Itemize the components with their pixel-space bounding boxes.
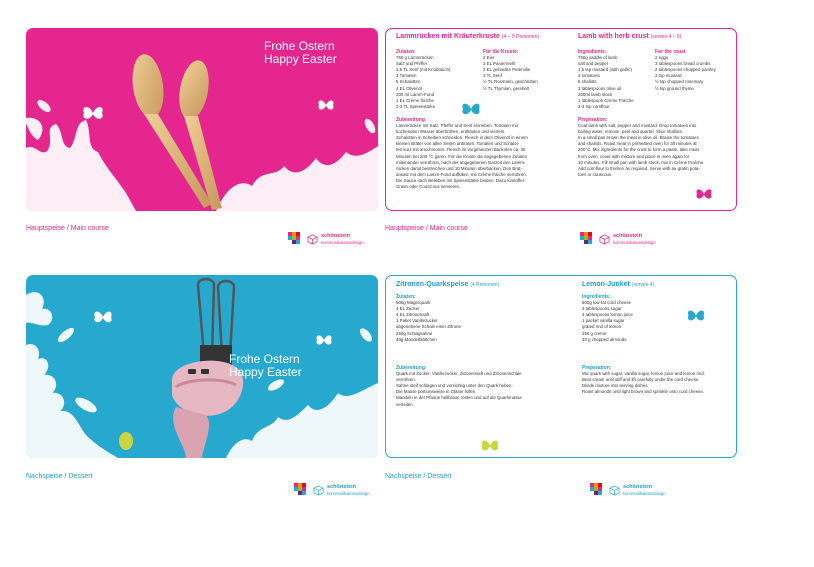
ingredient-line: 1 EL Crème fraîche [396,97,434,103]
method-line: verteilen. [396,401,414,407]
company-logo [590,481,690,503]
butterfly-icon [686,308,706,323]
ingredient-line: 3 Tomaten [396,73,417,79]
logo-name: schönstein [327,484,357,490]
ingredients-en: Ingredients: 750g saddle of lamb salt and pepper 1,5 tsp mustard (with garlic) 3 tomatoes 5 shallots 3 tablespoons olive oil 200ml lamb stock 1 tablespoon Crème Fraîche 2-3 tsp cornflour [578,49,634,109]
ingredient-line: 3 EL Paniermehl [483,61,516,67]
ingredient-line: ½ tsp chopped rosemary [655,79,704,85]
logo-mosaic-icon [580,232,596,246]
ingredient-line: 3 tablespoons sugar [582,306,622,312]
method-line: Mix quark with sugar, vanilla sugar, lemon juice and lemon rind. [582,371,705,377]
butterfly-icon [460,101,482,117]
ingredient-line: 4 EL Zitronensaft [396,312,430,318]
method-line: Die Sauce nach Belieben mit Speisestärke binden. Dazu Kartoffel- [396,177,526,183]
method-line: 200°C. Mix ingredients for the crust to form a paste, take meat [578,147,699,153]
method-de: Zubereitung Lammrücken mit Salz, Pfeffer und Senf einreiben. Tomaten mit kochendem Wasser überbrühen, enthäuten und vierteln. Schalotten in Scheiben schneiden. Fleisch in dem Olivenöl in einem kleinen Bräter von allen Seiten anbraten. Tomaten und Schalot- ten kurz mit anschmoren. Fleisch im vorgeheizten Backofen ca. 30 Minuten bei 200 °C garen. Für die Kruste die angegebenen Zutaten miteinander verrühren, nach der angegebenen Garzeit den Lamm- rücken damit bestreichen und 10 Minuten überbacken. Den Brat- ansatz mit dem Lamm-Fond auffüllen, mit Crème fraîche verrühren. Die Sauce nach Belieben mit Speisestärke binden. Dazu Kartoffel- Gratin oder CousCous servieren. [396,117,528,190]
easter-card-main-course-photo [26,28,378,211]
method-line: rücken damit bestreichen und 10 Minuten überbacken. Den Brat- [396,165,522,171]
method-line: Add cornflour to thicken as required. Serve with au gratin pota- [578,165,700,171]
method-en: Preperation: Coat lamb with salt, pepper and mustard. Drop tomatoes into boiling water, remove, peel and quarter. Slice shallots. In a small pan brown the meat in olive oil. Braise the tomatoes and shallots. Roast meat in preheated oven for 30 minutes at 200°C. Mix ingredients for the crust to form a paste, take meat from oven, cover with mixture and place in oven again for 10 minutes. Fill small pan with lamb stock, mix in Crème Fraîche. Add cornflour to thicken as required. Serve with au gratin pota- toes or couscous. [578,117,705,177]
ingredients-de: Zutaten: 500g Magerquark 4 EL Zucker 4 EL Zitronensaft 1 Paket Vanillezucker abgeriebene Schale einer Zitrone 250g Schlagsahne 40g Mandelblättchen [396,294,461,342]
recipe-title-de: Zitronen-Quarkspeise (4 Personen) [396,281,500,288]
company-logo [288,230,388,252]
ingredient-line: 2-3 tsp cornflour [578,103,610,109]
ingredient-line: 3 tomatoes [578,73,600,79]
ingredient-line: 40 g chopped almonds [582,336,627,342]
ingredient-line: 1,5 tsp mustard (with garlic) [578,67,632,73]
ingredient-line: 250 g creme [582,330,607,336]
caption-main-course-left: Hauptspeise / Main course [26,225,109,232]
method-line: Die Masse portionsweise in Gläser füllen. [396,389,477,395]
ingredient-line: 3 tablespoons lemon juice [582,312,633,318]
ingredient-line: 3 tablespoons olive oil [578,85,622,91]
method-line: and shallots. Roast meat in preheated oven for 30 minutes at [578,141,697,147]
ingredient-line: 500g low-fat curd cheese [582,300,632,306]
recipe-card-main-course [385,28,737,211]
logo-subtitle: kommunikationsdesign [623,491,666,496]
ingredient-line: 3 tablespoons bread crumbs [655,61,711,67]
company-logo [294,481,394,503]
method-line: toes or couscous. [578,171,613,177]
butterfly-icon [480,438,500,453]
method-line: In a small pan brown the meat in olive oil. Braise the tomatoes [578,135,699,141]
logo-name: schönstein [613,233,643,239]
caption-dessert-right: Nachspeise / Dessert [385,473,452,480]
ingredient-line: 3 tsp mustard [655,73,682,79]
logo-mosaic-icon [590,483,606,497]
ingredient-line: 200ml lamb stock [578,91,613,97]
ingredient-line: ½ TL Rosmarin, geschnitten [483,79,538,85]
ingredient-line: 750g saddle of lamb [578,55,618,61]
company-logo [580,230,680,252]
method-line: 10 minutes. Fill small pan with lamb stock, mix in Crème Fraîche. [578,159,705,165]
ingredient-line: 1 tablespoon Crème Fraîche [578,97,634,103]
ingredient-line: ½ TL Thymian, gerebelt [483,85,530,91]
crust-en: For the crust 2 eggs 3 tablespoons bread crumbs 2 tablespoons chopped parsley 3 tsp mustard ½ tsp chopped rosemary ½ tsp ground thyme [655,49,716,91]
ingredient-line: 40g Mandelblättchen [396,336,437,342]
method-de: Zubereitung: Quark mit Zucker, Vanillezucker, Zitronensaft und Zitronenschale verrühren. Sahne steif schlagen und vorsichtig unter den Quark heben. Die Masse portionsweise in Gläser füllen. Mandeln in der Pfanne hellbraun rösten und auf die Quarkmasse verteilen. [396,365,522,407]
logo-mosaic-icon [288,232,304,246]
method-line: kleinen Bräter von allen Seiten anbraten. Tomaten und Schalot- [396,141,520,147]
method-line: boiling water, remove, peel and quarter. Slice shallots. [578,129,683,135]
ingredient-line: 5 Schalotten [396,79,421,85]
caption-main-course-right: Hauptspeise / Main course [385,225,468,232]
ingredient-line: Salz und Pfeffer [396,61,428,67]
method-line: miteinander verrühren, nach der angegebenen Garzeit den Lamm- [396,159,526,165]
ingredient-line: 2 EL gehackte Petersilie [483,67,531,73]
ingredients-de: Zutaten: 750 g Lammrücken Salz und Pfeffer 1,5 TL Senf (mit Knoblauch) 3 Tomaten 5 Schalotten 4 EL Olivenöl 200 ml Lamm-Fond 1 EL Crème fraîche 2-3 TL Speisestärke [396,49,451,109]
ingredient-line: 500g Magerquark [396,300,431,306]
method-line: kochendem Wasser überbrühen, enthäuten und vierteln. [396,129,506,135]
ingredient-line: 1,5 TL Senf (mit Knoblauch) [396,67,451,73]
method-line: verrühren. [396,377,417,383]
ingredient-line: ½ tsp ground thyme [655,85,694,91]
caption-dessert-left: Nachspeise / Dessert [26,473,93,480]
ingredient-line: 5 shallots [578,79,597,85]
ingredients-en: Ingredients: 500g low-fat curd cheese 3 tablespoons sugar 3 tablespoons lemon juice 1 packet vanilla sugar grated rind of lemon 250 g creme 40 g chopped almonds [582,294,633,342]
recipe-title-en: Lamb with herb crust (serves 4 – 5) [578,33,682,40]
ingredient-line: 4 EL Olivenöl [396,85,422,91]
method-line: ansatz mit dem Lamm-Fond auffüllen, mit Crème fraîche verrühren. [396,171,527,177]
method-line: Minuten bei 200 °C garen. Für die Kruste die angegebenen Zutaten [396,153,528,159]
hand-mixer-illustration [26,275,378,458]
recipe-card-dessert [385,275,737,458]
greeting-line-1: Frohe Ostern [264,39,335,53]
easter-card-dessert-photo [26,275,378,458]
ingredient-line: 2-3 TL Speisestärke [396,103,436,109]
method-line: Mandeln in der Pfanne hellbraun rösten und auf die Quarkmasse [396,395,522,401]
logo-cube-icon [307,234,318,245]
ingredient-line: 200 ml Lamm-Fond [396,91,435,97]
ingredient-line: 3 TL Senf [483,73,502,79]
method-en: Preperation: Mix quark with sugar, vanilla sugar, lemon juice and lemon rind. Beat cream until stiff and lift carefully under the curd cheese. Divide mixture into serving dishes. Roast almonds until light brown and sprinkle onto curd cheese. [582,365,705,395]
logo-cube-icon [609,485,620,496]
method-line: Sahne steif schlagen und vorsichtig unter den Quark heben. [396,383,513,389]
ingredient-line: grated rind of lemon [582,324,622,330]
ingredient-line: 2 Eier [483,55,495,61]
method-line: Coat lamb with salt, pepper and mustard. Drop tomatoes into [578,123,697,129]
method-line: Lammrücken mit Salz, Pfeffer und Senf einreiben. Tomaten mit [396,123,518,129]
ingredient-line: 2 tablespoons chopped parsley [655,67,716,73]
method-line: Gratin oder CousCous servieren. [396,184,461,190]
ingredient-line: salt and pepper [578,61,609,67]
ingredient-line: 250g Schlagsahne [396,330,433,336]
logo-subtitle: kommunikationsdesign [321,240,364,245]
ingredient-line: 1 packet vanilla sugar [582,318,625,324]
ingredient-line: 2 eggs [655,55,669,61]
logo-name: schönstein [623,484,653,490]
greeting-line-2: Happy Easter [229,365,302,379]
logo-cube-icon [313,485,324,496]
logo-subtitle: kommunikationsdesign [327,491,370,496]
greeting-line-1: Frohe Ostern [229,352,300,366]
ingredient-line: 1 Paket Vanillezucker [396,318,438,324]
logo-mosaic-icon [294,483,310,497]
logo-cube-icon [599,234,610,245]
method-line: Beat cream until stiff and lift carefully under the curd cheese. [582,377,700,383]
crust-de: Für die Kruste: 2 Eier 3 EL Paniermehl 2 EL gehackte Petersilie 3 TL Senf ½ TL Rosmarin, geschnitten ½ TL Thymian, gerebelt [483,49,538,91]
method-line: Roast almonds until light brown and sprinkle onto curd cheese. [582,389,705,395]
greeting-text [229,353,302,379]
logo-subtitle: kommunikationsdesign [613,240,656,245]
greeting-text [264,40,337,66]
butterfly-icon [694,187,714,201]
method-line: Divide mixture into serving dishes. [582,383,649,389]
recipe-title-de: Lammrücken mit Kräuterkruste (4 – 5 Personen) [396,33,540,40]
method-line: ten kurz mit anschmoren. Fleisch im vorgeheizten Backofen ca. 30 [396,147,526,153]
recipe-title-en: Lemon-Junket (serves 4) [582,281,655,288]
method-line: Quark mit Zucker, Vanillezucker, Zitronensaft und Zitronenschale [396,371,522,377]
ingredient-line: 4 EL Zucker [396,306,420,312]
greeting-line-2: Happy Easter [264,52,337,66]
method-line: from oven, cover with mixture and place in oven again for [578,153,690,159]
ingredient-line: 750 g Lammrücken [396,55,434,61]
logo-name: schönstein [321,233,351,239]
method-line: Schalotten in Scheiben schneiden. Fleisch in dem Olivenöl in einem [396,135,528,141]
ingredient-line: abgeriebene Schale einer Zitrone [396,324,461,330]
